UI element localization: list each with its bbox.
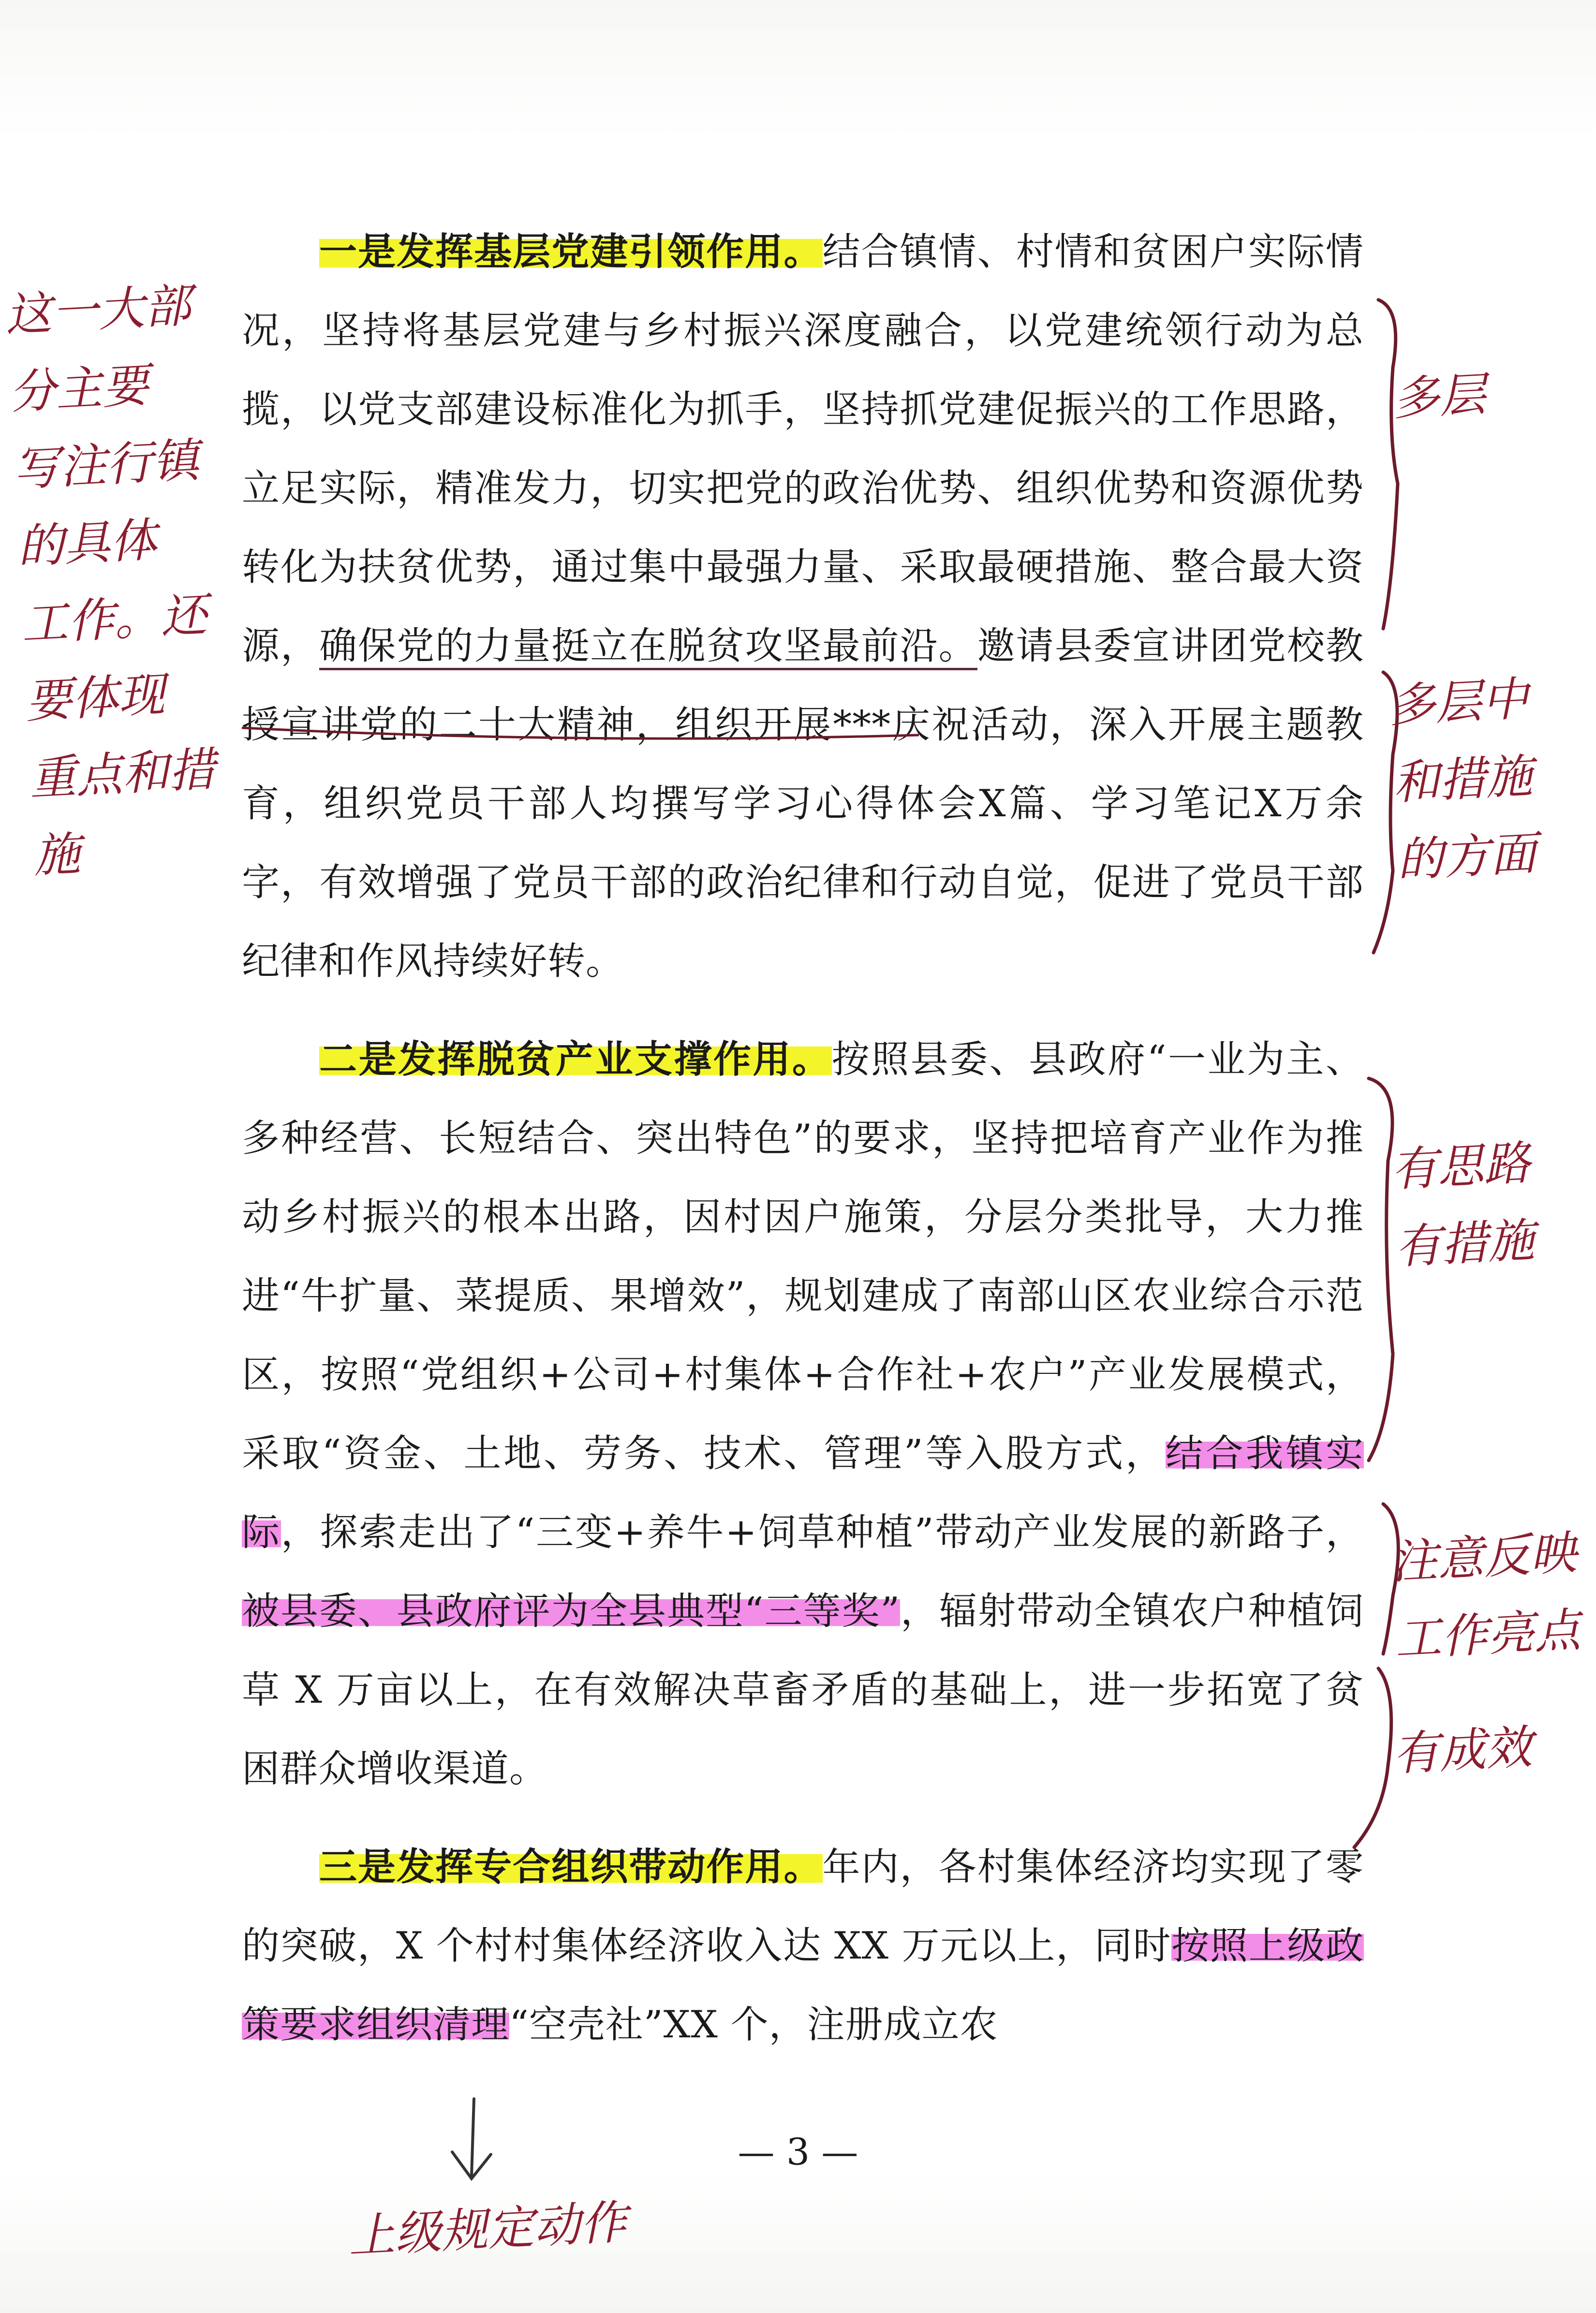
paragraph-2-highlight-a: 结合我镇实际 <box>242 1432 1364 1554</box>
annotation-bottom: 上级规定动作 <box>347 2195 628 2264</box>
annotation-right-3-line-1: 有思路 <box>1389 1135 1532 1197</box>
annotation-right-4 <box>1389 1514 1590 1678</box>
annotation-right-2-line-3: 的方面 <box>1395 826 1538 888</box>
annotation-right-2-line-2: 和措施 <box>1391 749 1534 810</box>
page-number: — 3 — <box>738 2130 858 2173</box>
paragraph-1-text-b: 邀请县委宣讲团党校教授宣讲党的二十大精神，组织开展***庆祝活动，深入开展主题教育，组织党员干部人均撰写学习心得体会X篇、学习笔记X万余字，有效增强了党员干部的政治纪律和行动自觉，促进了党员干部纪律和作风持续好转。 <box>242 624 1364 983</box>
annotation-right-5: 有成效 <box>1391 1720 1534 1782</box>
paragraph-3-highlight: 按照上级政策要求组织清理 <box>242 1924 1364 2047</box>
paragraph-2-text-a: 按照县委、县政府“一业为主、多种经营、长短结合、突出特色”的要求，坚持把培育产业作为推动乡村振兴的根本出路，因村因户施策，分层分类批导，大力推进“牛扩量、菜提质、果增效”，规划建成了南部山区农业综合示范区，按照“党组织+公司+村集体+合作社+农户”产业发展模式，采取“资金、土地、劳务、技术、管理”等入股方式， <box>242 1038 1364 1475</box>
paragraph-1-underlined: 确保党的力量挺立在脱贫攻坚最前沿。 <box>319 624 977 670</box>
annotation-left-line-4: 的具体 <box>16 513 158 575</box>
paragraph-2-text-c: ，辐射带动全镇农户种植饲草 X 万亩以上，在有效解决草畜矛盾的基础上，进一步拓宽了贫困群众增收渠道。 <box>242 1590 1364 1791</box>
annotation-right-3-line-2: 有措施 <box>1393 1213 1536 1275</box>
annotation-right-4-line-2: 工作亮点 <box>1393 1603 1582 1667</box>
paragraph-2-lead: 二是发挥脱贫产业支撑作用。 <box>319 1038 832 1081</box>
annotation-right-1: 多层 <box>1391 367 1487 426</box>
annotation-left-line-3: 写注行镇 <box>12 433 201 497</box>
annotation-right-3 <box>1389 1122 1571 1286</box>
annotation-right-2-line-1: 多层中 <box>1387 671 1530 733</box>
annotation-left-line-5: 工作。还 <box>20 587 208 651</box>
paragraph-2-highlight-b: 被县委、县政府评为全县典型“三等奖” <box>242 1590 901 1633</box>
annotation-right-4-line-1: 注意反映 <box>1389 1525 1578 1590</box>
paragraph-3-lead: 三是发挥专合组织带动作用。 <box>319 1845 823 1889</box>
paragraph-2-text-b: ，探索走出了“三变+养牛+饲草种植”带动产业发展的新路子， <box>281 1511 1364 1554</box>
annotation-left-line-2: 分主要 <box>8 358 150 420</box>
annotation-left <box>3 266 238 895</box>
paragraph-3-text-b: “空壳社”XX 个，注册成立农 <box>509 2003 998 2047</box>
paragraph-3-text-a: 年内，各村集体经济均实现了零的突破，X 个村村集体经济收入达 XX 万元以上，同时 <box>242 1845 1364 1968</box>
paragraph-1-text-a: 结合镇情、村情和贫困户实际情况，坚持将基层党建与乡村振兴深度融合，以党建统领行动为总揽，以党支部建设标准化为抓手，坚持抓党建促振兴的工作思路，立足实际，精准发力，切实把党的政治优势、组织优势和资源优势转化为扶贫优势，通过集中最强力量、采取最硬措施、整合最大资源， <box>242 230 1364 668</box>
annotation-left-line-1: 这一大部 <box>4 278 192 342</box>
annotation-left-line-6: 要体现 <box>24 667 166 729</box>
annotation-left-line-7: 重点和措施 <box>28 742 217 884</box>
annotation-right-2 <box>1387 658 1573 899</box>
paragraph-1-lead: 一是发挥基层党建引领作用。 <box>319 230 823 274</box>
